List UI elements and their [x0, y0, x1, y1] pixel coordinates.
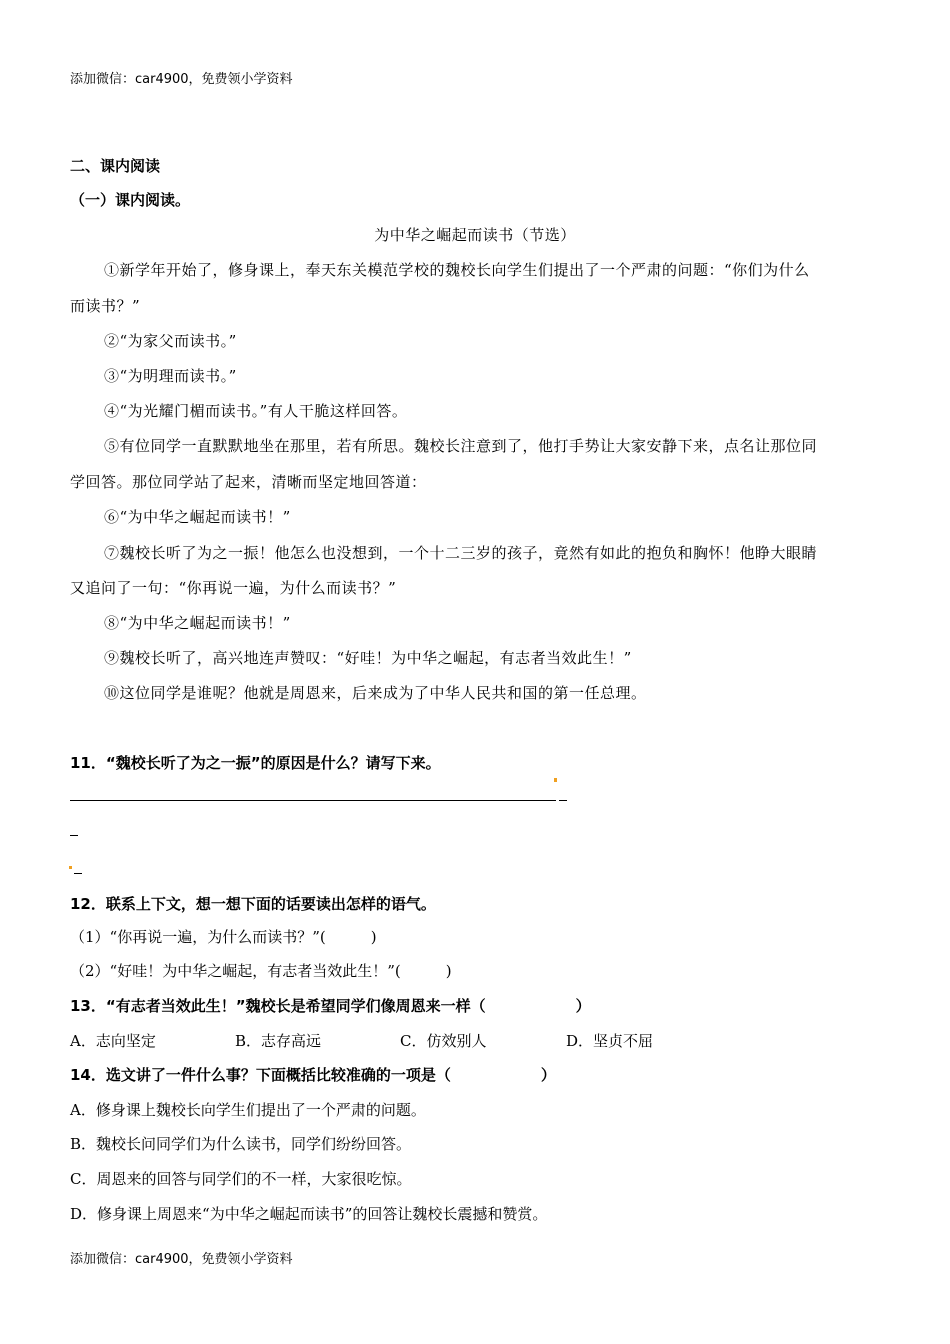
- question-13-option-d[interactable]: D．坚贞不屈: [566, 1032, 654, 1050]
- passage-paragraph: ①新学年开始了，修身课上，奉天东关模范学校的魏校长向学生们提出了一个严肃的问题：“你们为什么: [104, 261, 810, 279]
- passage-title: 为中华之崛起而读书（节选）: [374, 226, 576, 244]
- question-14: 14．选文讲了一件什么事？下面概括比较准确的一项是（ ）: [70, 1066, 556, 1084]
- question-11: 11．“魏校长听了为之一振”的原因是什么？请写下来。: [70, 754, 441, 772]
- question-12-item: （2）“好哇！为中华之崛起，有志者当效此生！”( ): [70, 962, 452, 980]
- page-header: 添加微信：car4900，免费领小学资料: [70, 72, 293, 87]
- passage-paragraph: ⑧“为中华之崛起而读书！”: [104, 614, 291, 632]
- question-14-option-c[interactable]: C．周恩来的回答与同学们的不一样，大家很吃惊。: [70, 1170, 412, 1188]
- passage-paragraph: ②“为家父而读书。”: [104, 332, 237, 350]
- question-12-item: （1）“你再说一遍，为什么而读书？”( ): [70, 928, 377, 946]
- answer-line-short: [74, 873, 82, 874]
- passage-paragraph: ⑩这位同学是谁呢？他就是周恩来，后来成为了中华人民共和国的第一任总理。: [104, 684, 647, 702]
- answer-line[interactable]: [70, 800, 556, 801]
- section-subtitle: （一）课内阅读。: [70, 191, 191, 209]
- question-13-option-b[interactable]: B．志存高远: [235, 1032, 322, 1050]
- question-13-option-a[interactable]: A．志向坚定: [70, 1032, 156, 1050]
- question-13: 13．“有志者当效此生！”魏校长是希望同学们像周恩来一样（ ）: [70, 997, 591, 1015]
- passage-paragraph: ③“为明理而读书。”: [104, 367, 237, 385]
- passage-paragraph: ⑤有位同学一直默默地坐在那里，若有所思。魏校长注意到了，他打手势让大家安静下来，点名让那位同: [104, 437, 818, 455]
- section-title: 二、课内阅读: [70, 157, 161, 175]
- passage-paragraph: ⑦魏校长听了为之一振！他怎么也没想到，一个十二三岁的孩子，竟然有如此的抱负和胸怀！他睁大眼睛: [104, 544, 818, 562]
- passage-paragraph: 而读书？”: [70, 297, 141, 315]
- answer-line-short: [70, 835, 78, 836]
- question-13-option-c[interactable]: C．仿效别人: [400, 1032, 487, 1050]
- question-14-option-b[interactable]: B．魏校长问同学们为什么读书，同学们纷纷回答。: [70, 1135, 412, 1153]
- mark-dot: [69, 866, 72, 869]
- passage-paragraph: ⑨魏校长听了，高兴地连声赞叹：“好哇！为中华之崛起，有志者当效此生！”: [104, 649, 632, 667]
- question-14-option-a[interactable]: A．修身课上魏校长向学生们提出了一个严肃的问题。: [70, 1101, 426, 1119]
- passage-paragraph: 学回答。那位同学站了起来，清晰而坚定地回答道：: [70, 473, 427, 491]
- passage-paragraph: ④“为光耀门楣而读书。”有人干脆这样回答。: [104, 402, 408, 420]
- question-14-option-d[interactable]: D．修身课上周恩来“为中华之崛起而读书”的回答让魏校长震撼和赞赏。: [70, 1205, 548, 1223]
- passage-paragraph: ⑥“为中华之崛起而读书！”: [104, 508, 291, 526]
- answer-line-tail: [559, 800, 567, 801]
- page-footer: 添加微信：car4900，免费领小学资料: [70, 1252, 293, 1267]
- mark-dot: [554, 778, 557, 782]
- question-12: 12．联系上下文，想一想下面的话要读出怎样的语气。: [70, 895, 436, 913]
- passage-paragraph: 又追问了一句：“你再说一遍，为什么而读书？”: [70, 579, 397, 597]
